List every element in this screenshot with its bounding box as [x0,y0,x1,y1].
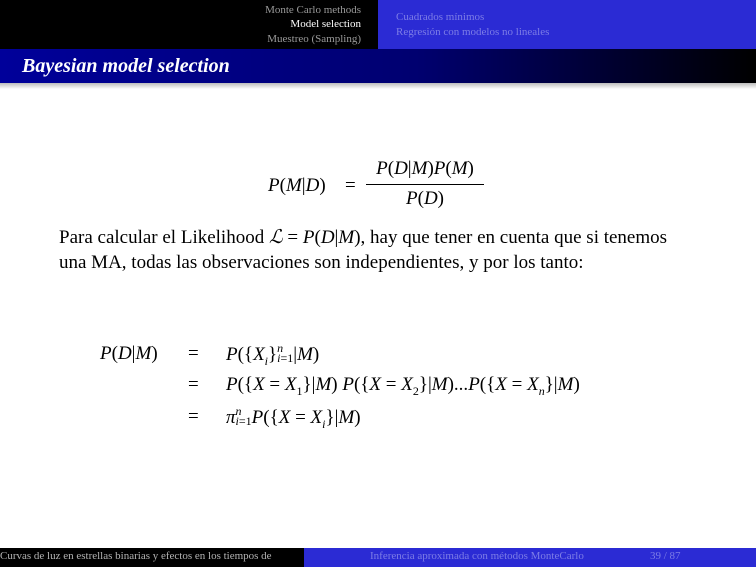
frame-title: Bayesian model selection [22,55,230,77]
nav-subsection-cuadrados[interactable]: Cuadrados mínimos [396,11,485,23]
footer-left [0,548,304,567]
bayes-denominator: P(D) [406,188,444,209]
title-shadow [0,83,756,89]
eqarray-relation: = [188,374,199,395]
footer-right [304,548,756,567]
bayes-equals: = [345,175,356,196]
nav-section-model-selection[interactable]: Model selection [290,18,361,30]
eqarray-row-3: πn $i=1P(\{X = X_i\}|M)$ [226,404,361,431]
nav-section-muestreo[interactable]: Muestreo (Sampling) [267,33,361,45]
bayes-lhs: P(M|D) [268,175,326,196]
fraction-bar [366,184,484,185]
footer-bar [0,548,756,567]
paragraph-text-before: Para calcular el Likelihood [59,227,269,248]
eqarray-row-1: $P(\{X_i\}n$ i=1|M) [226,341,320,368]
likelihood-inline-math: ℒ = P(D|M) [268,227,361,248]
body-paragraph [59,225,699,275]
bayes-fraction [366,158,484,210]
footer-subtitle[interactable]: Inferencia aproximada con métodos MonteCarlo [370,550,584,562]
eqarray-relation: = [188,343,199,364]
footer-page-number: 39 / 87 [650,550,681,562]
section-navigation [0,0,378,49]
subsection-navigation [378,0,756,49]
eqarray-row-2: $P(\{X = X_1\}|M)$ $P(\{X = X_2\}|M)...P(\{X = X_n\}|M)$ [226,374,580,398]
eqarray-lhs: P(D|M) [100,343,158,364]
footer-title[interactable]: Curvas de luz en estrellas binarias y efectos en los tiempos de [0,550,272,562]
bayes-numerator: P(D|M)P(M) [376,158,474,179]
frame-title-bar [0,49,756,83]
nav-subsection-regresion[interactable]: Regresión con modelos no lineales [396,26,550,38]
nav-section-monte-carlo[interactable]: Monte Carlo methods [265,4,361,16]
eqarray-relation: = [188,406,199,427]
top-navigation [0,0,756,49]
paragraph-text-after: , hay que tener en cuenta que si tenemos una MA, todas las observaciones son independientes, y por los tanto: [59,227,668,273]
